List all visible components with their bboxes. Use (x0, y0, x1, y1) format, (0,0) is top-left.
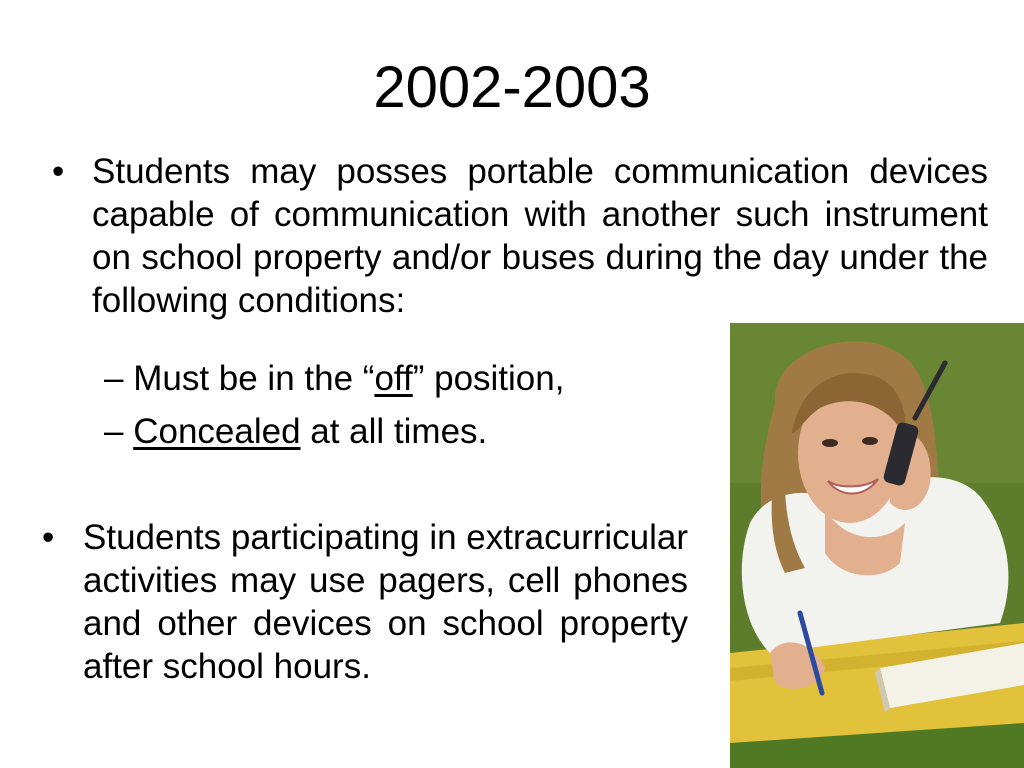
condition-item-concealed (104, 405, 704, 458)
bullet-text: Students participating in extracurricular activities may use pagers, cell phones and other devices on school property after school hours. (83, 518, 689, 686)
condition-text: at all times. (300, 412, 488, 451)
dash-marker: – (104, 359, 124, 398)
condition-text: Must be in the “ (133, 359, 375, 398)
bullet-marker: • (52, 152, 65, 191)
underlined-word-off: off (374, 359, 413, 398)
bullet-item-cell-phone-policy (52, 150, 988, 322)
underlined-word-concealed: Concealed (133, 412, 301, 451)
slide-title: 2002-2003 (373, 55, 651, 120)
photo-eye-left (822, 439, 838, 447)
dash-marker: – (104, 412, 124, 451)
conditions-list (104, 352, 704, 458)
bullet-item-extracurricular (42, 516, 688, 688)
photo-eye-right (862, 437, 878, 445)
student-phone-photo (730, 323, 1024, 768)
condition-item-off-position (104, 352, 704, 405)
condition-text: ” position, (412, 359, 565, 398)
bullet-marker: • (42, 518, 55, 557)
bullet-text: Students may posses portable communication devices capable of communication with another such instrument on school property and/or buses during the day under the following conditions: (92, 152, 988, 320)
